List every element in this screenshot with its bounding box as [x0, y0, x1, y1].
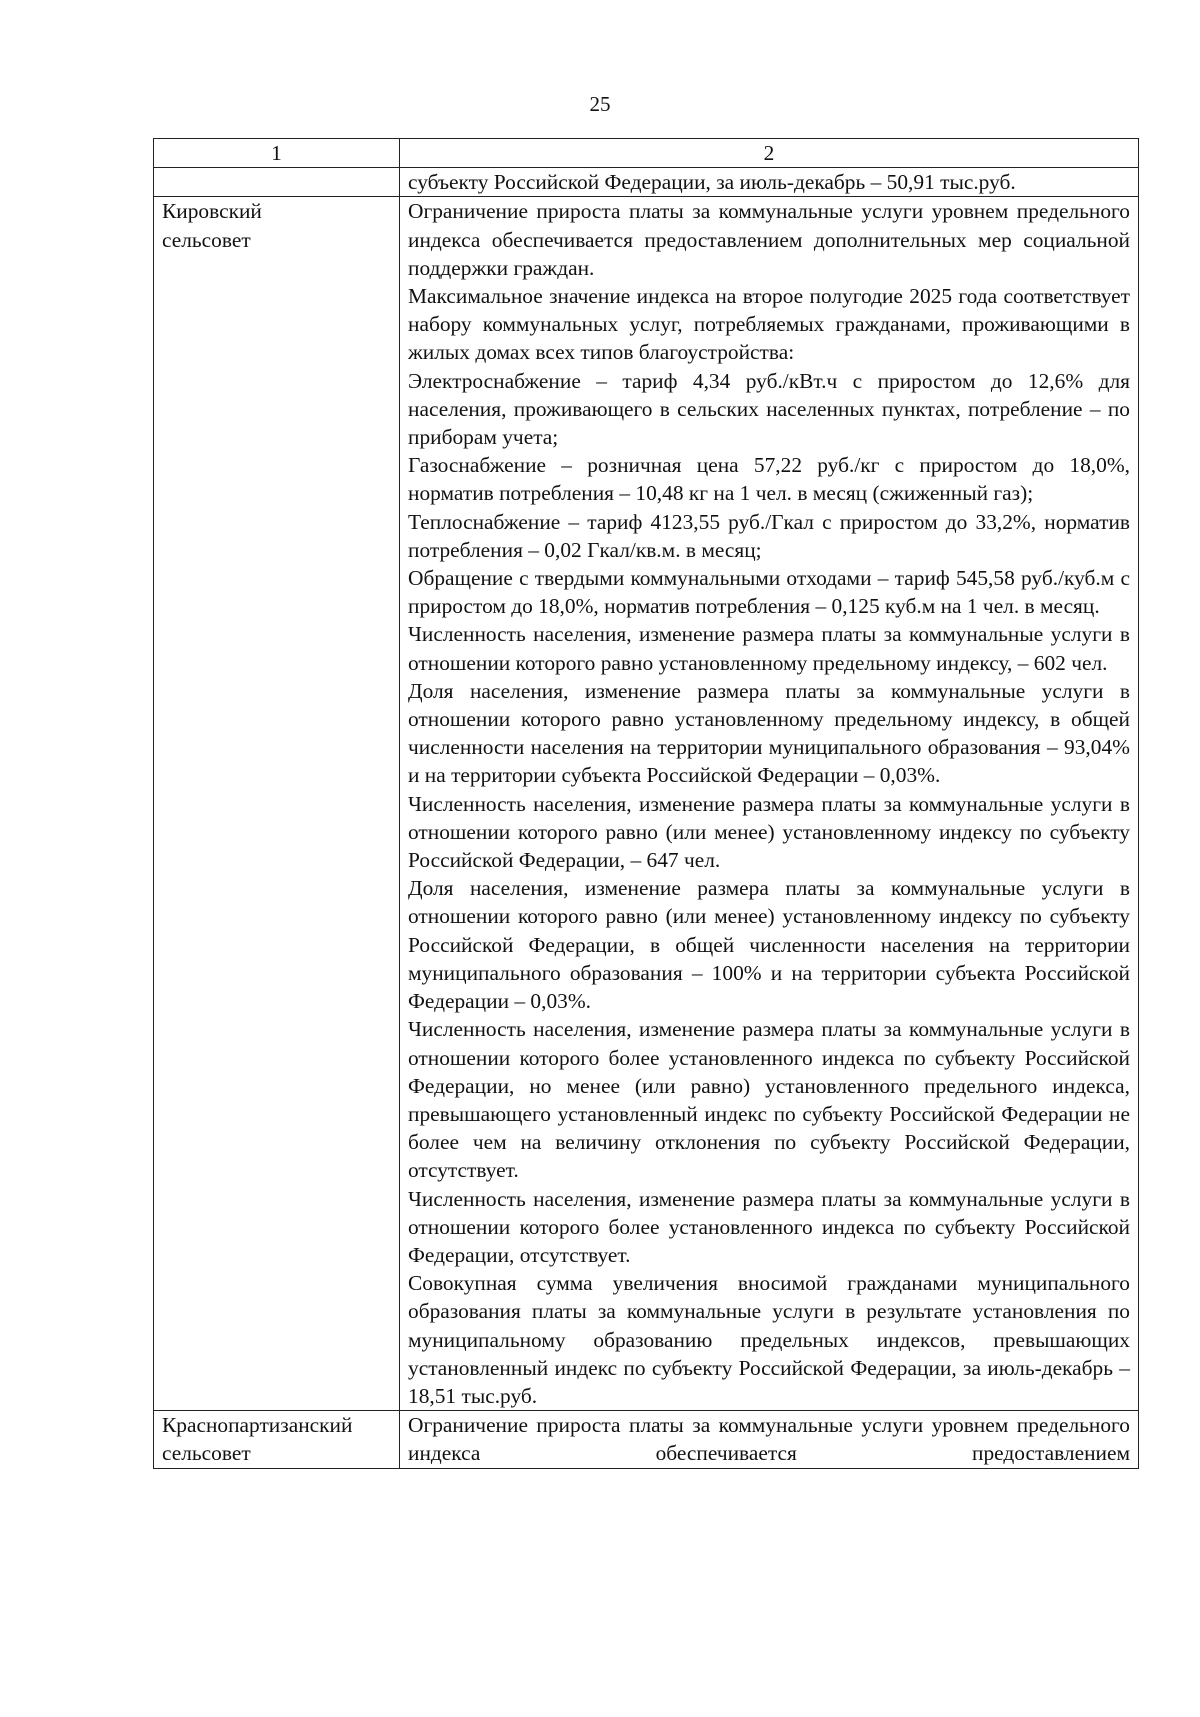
paragraph: Численность населения, изменение размера платы за коммунальные услуги в отношении которого равно установленному предельному индексу, – 602 чел. [408, 622, 1130, 675]
paragraph: Доля населения, изменение размера платы за коммунальные услуги в отношении которого равно (или менее) установленному индексу по субъекту Российской Федерации, в общей численности населения на территории муниципального образования – 100% и на территории субъекта Российской Федерации – 0,03%. [408, 876, 1130, 1014]
column-header-2: 2 [400, 139, 1139, 168]
municipality-name-line1: Кировский [162, 199, 262, 224]
paragraph: Ограничение прироста платы за коммунальные услуги уровнем предельного индекса обеспечивается предоставлением [408, 1413, 1130, 1466]
table-header-row [154, 139, 1139, 168]
municipality-name-line1: Краснопартизанский [162, 1413, 353, 1438]
paragraph: Теплоснабжение – тариф 4123,55 руб./Гкал с приростом до 33,2%, норматив потребления – 0,02 Гкал/кв.м. в месяц; [408, 509, 1130, 562]
municipality-name-line2: сельсовет [162, 1441, 251, 1466]
continuation-text-cell [400, 168, 1139, 197]
paragraph: Численность населения, изменение размера платы за коммунальные услуги в отношении которого более установленного индекса по субъекту Российской Федерации, но менее (или равно) установленного предельного индекса, превышающего установленный индекс по субъекту Российской Федерации не более чем на величину отклонения по субъекту Российской Федерации, отсутствует. [408, 1017, 1130, 1183]
paragraph: Максимальное значение индекса на второе полугодие 2025 года соответствует набору коммунальных услуг, потребляемых гражданами, проживающими в жилых домах всех типов благоустройства: [408, 284, 1130, 365]
paragraph: Доля населения, изменение размера платы за коммунальные услуги в отношении которого равно установленному предельному индексу, в общей численности населения на территории муниципального образования – 93,04% и на территории субъекта Российской Федерации – 0,03%. [408, 678, 1130, 788]
description-cell [400, 1411, 1139, 1468]
municipality-name-cell [154, 1411, 400, 1468]
table-row-krasnopartizansky [154, 1411, 1139, 1468]
description-cell [400, 197, 1139, 1411]
municipality-name-line2: сельсовет [162, 227, 251, 252]
municipality-name-cell [154, 197, 400, 1411]
paragraph: Обращение с твердыми коммунальными отходами – тариф 545,58 руб./куб.м с приростом до 18,0%, норматив потребления – 0,125 куб.м на 1 чел. в месяц. [408, 566, 1130, 619]
page-number: 25 [589, 92, 611, 116]
column-header-1: 1 [154, 139, 400, 168]
continuation-paragraph: субъекту Российской Федерации, за июль-декабрь – 50,91 тыс.руб. [408, 170, 1016, 195]
paragraph: Электроснабжение – тариф 4,34 руб./кВт.ч с приростом до 12,6% для населения, проживающего в сельских населенных пунктах, потребление – по приборам учета; [408, 368, 1130, 450]
table-row-continuation [154, 168, 1139, 197]
document-table [153, 138, 1139, 1469]
paragraph: Газоснабжение – розничная цена 57,22 руб./кг с приростом до 18,0%, норматив потребления – 10,48 кг на 1 чел. в месяц (сжиженный газ); [408, 453, 1130, 506]
paragraph: Численность населения, изменение размера платы за коммунальные услуги в отношении которого более установленного индекса по субъекту Российской Федерации, отсутствует. [408, 1186, 1130, 1267]
table-row-kirovsky [154, 197, 1139, 1411]
paragraph: Ограничение прироста платы за коммунальные услуги уровнем предельного индекса обеспечивается предоставлением дополнительных мер социальной поддержки граждан. [408, 199, 1130, 280]
paragraph: Совокупная сумма увеличения вносимой гражданами муниципального образования платы за коммунальные услуги в результате установления по муниципальному образованию предельных индексов, превышающих установленный индекс по субъекту Российской Федерации, за июль-декабрь – 18,51 тыс.руб. [408, 1271, 1130, 1408]
paragraph: Численность населения, изменение размера платы за коммунальные услуги в отношении которого равно (или менее) установленному индексу по субъекту Российской Федерации, – 647 чел. [408, 791, 1130, 873]
continuation-name-cell [154, 168, 400, 197]
